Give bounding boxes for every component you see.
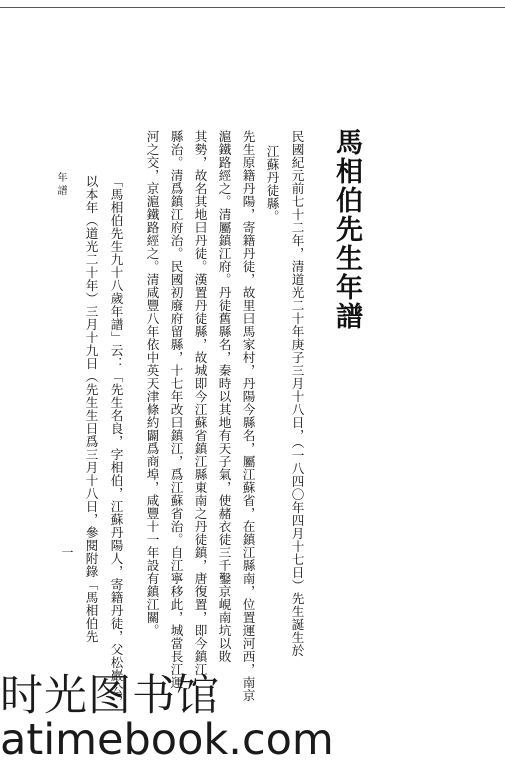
text-line-1: 民國紀元前七十二年，清道光二十年庚子三月十八日，（一八四〇年四月十七日）先生誕生於 bbox=[289, 130, 305, 657]
text-line-4: 滬鐵路經之。清屬鎮江府。丹徒舊縣名，秦時以其地有天子氣，使赭衣徒三千鑿京峴南坑以敗 bbox=[216, 130, 232, 663]
text-line-9: 以本年（道光二十年）三月十九日（先生生日爲三月十八日，參閱附錄「馬相伯先 bbox=[83, 175, 99, 643]
text-line-6: 縣治。清爲鎮江府治。民國初廢府留縣，十七年改曰鎮江，爲江蘇省治。自江寧移此，城當長江運 bbox=[168, 130, 184, 689]
text-line-5: 其勢，故名其地曰丹徒。漢置丹徒縣，故城即今江蘇省鎮江縣東南之丹徒鎮，唐復置，即今鎮江 bbox=[192, 130, 208, 676]
watermark-text: 时光图书馆 bbox=[0, 671, 220, 721]
text-line-7: 河之交，京滬鐵路經之。清咸豐八年依中英天津條約闢爲商埠，咸豐十一年設有鎮江關。 bbox=[144, 130, 160, 637]
top-border-line bbox=[0, 7, 505, 8]
text-line-3: 先生原籍丹陽，寄籍丹徒，故里曰馬家村，丹陽今縣名，屬江蘇省，在鎮江縣南，位置運河西，南京 bbox=[240, 130, 256, 702]
text-line-2: 江蘇丹徒縣。 bbox=[264, 145, 280, 223]
page-title: 馬相伯先生年譜 bbox=[331, 128, 362, 331]
text-line-8: 「馬相伯先生九十八歲年譜」云：「先生名良，字相伯，江蘇丹陽人，寄籍丹徒，父松巖公， bbox=[108, 175, 124, 708]
page-number: 一 bbox=[60, 546, 74, 560]
margin-note: 年譜 bbox=[55, 172, 66, 198]
watermark-url: atimebook.com bbox=[0, 715, 334, 765]
